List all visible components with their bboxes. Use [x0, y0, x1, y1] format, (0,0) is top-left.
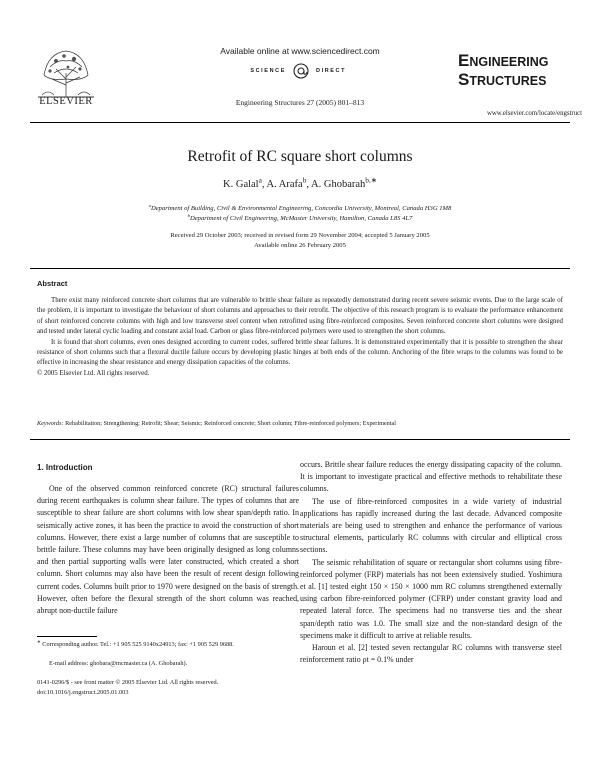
author-name: A. Arafa: [266, 179, 303, 190]
doi-line[interactable]: doi:10.1016/j.engstruct.2005.01.003: [37, 689, 129, 696]
footnote-rule: [37, 636, 97, 637]
publisher-name: ELSEVIER: [39, 96, 93, 107]
affiliation-a: $^a$Department of Building, Civil & Environmental Engineering, Concordia University, Montreal, Canada H3G 1M8: [148, 202, 452, 212]
right-column: [300, 459, 562, 666]
issn-line: 0141-0296/$ - see front matter © 2005 Elsevier Ltd. All rights reserved.: [37, 679, 219, 686]
sd-at-icon: [292, 63, 310, 79]
sd-right-word: DIRECT: [316, 68, 347, 74]
body-paragraph: Haroun et al. [2] tested seven rectangular RC columns with transverse steel reinforcement ratio ρt = 0.1% under: [300, 643, 562, 665]
section-heading: 1. Introduction: [37, 463, 93, 472]
received-dates: Received 29 October 2003; received in revised form 29 November 2004; accepted 5 January 2005: [170, 232, 430, 239]
abstract-paragraph: There exist many reinforced concrete short columns that are vulnerable to brittle shear failure as repeatedly demonstrated during recent severe seismic events. Due to the large scale of the problem, it is important to investigate the behaviour of short columns and approaches to their retrofit. The objective of this research program is to evaluate the performance enhancement of short reinforced concrete columns with high and low transverse steel content when retrofitted using fibre-reinforced composites. Seven reinforced concrete short columns were designed and tested under lateral cyclic loading and constant axial load. Carbon or glass fibre-reinforced polymers were used to strengthen the short columns.: [37, 297, 563, 336]
elsevier-tree-logo: [34, 45, 98, 99]
journal-url-link[interactable]: www.elsevier.com/locate/engstruct: [486, 110, 582, 117]
keywords-list: Rehabilitation; Strengthening; Retrofit; Shear; Seismic; Reinforced concrete; Short column; Fibre-reinforced polymers; Experimental: [65, 420, 396, 427]
abstract-paragraph: It is found that short columns, even ones designed according to current codes, suffered brittle shear failures. It is demonstrated experimentally that it is possible to strengthen the shear resistance of short columns such that a flexural ductile failure occurs by developing plastic hinges at both ends of the column. Anchoring of the fibre wraps to the columns was found to be effective in increasing the shear resistance and energy dissipation capacities of the columns.: [37, 338, 563, 367]
copyright-line: © 2005 Elsevier Ltd. All rights reserved.: [37, 369, 150, 377]
body-paragraph: occurs. Brittle shear failure reduces the energy dissipating capacity of the column. It is important to investigate practical and effective methods to rehabilitate these columns.: [300, 460, 562, 494]
keywords: [37, 420, 563, 427]
abstract-body: [37, 296, 563, 379]
keywords-label: Keywords:: [37, 420, 64, 427]
journal-title: ENGINEERING STRUCTURES: [458, 51, 549, 89]
footnote-email: E-mail address: ghobara@mcmaster.ca (A. Ghobarah).: [49, 660, 188, 667]
left-column: [37, 483, 299, 617]
abstract-heading: Abstract: [37, 279, 68, 288]
header-rule: [30, 122, 570, 123]
author-name: K. Galal: [223, 179, 259, 190]
body-paragraph: The use of fibre-reinforced composites in a wide variety of industrial applications has rapidly increased during the last decade. Advanced composite materials are being used to strengthen and enhance the performance of various structural elements, particularly RC columns with circular and elliptical cross sections.: [300, 496, 562, 555]
author-list: K. Galal$^a$, A. Arafa$^b$, A. Ghobarah$^{b,∗}$: [223, 175, 377, 190]
author-name: A. Ghobarah: [311, 179, 366, 190]
abstract-top-rule: [30, 268, 570, 269]
body-paragraph: One of the observed common reinforced concrete (RC) structural failures during recent earthquakes is column shear failure. The types of columns that are susceptible to shear failure are short columns with low shear span/depth ratio. In seismically active zones, it has been the practice to avoid the construction of short columns. However, there exist a large number of columns that are susceptible to brittle failure. These columns may have been originally designed as long columns and then partial supporting walls were later constructed, which created a short column. Short columns may also have been the result of recent design following current codes. Columns built prior to 1970 were designed on the basis of strength. However, often before the flexural strength of the short column was reached, abrupt non-ductile failure: [37, 484, 299, 616]
journal-reference: Engineering Structures 27 (2005) 801–813: [235, 98, 365, 107]
sd-left-word: SCIENCE: [250, 68, 286, 74]
article-title: Retrofit of RC square short columns: [187, 148, 413, 165]
footnote-corresponding: ∗ Corresponding author. Tel.: +1 905 525 9140x24913; fax: +1 905 529 9688.: [37, 638, 234, 648]
sciencedirect-logo: [218, 63, 388, 79]
affiliation-b: $^b$Department of Civil Engineering, McMaster University, Hamilton, Canada L8S 4L7: [187, 212, 413, 222]
available-online-date: Available online 26 February 2005: [254, 242, 346, 249]
body-paragraph: The seismic rehabilitation of square or rectangular short columns using fibre-reinforced polymer (FRP) materials has not been extensively studied. Yoshimura et al. [1] tested eight 150 × 150 × 1000 mm RC columns strengthened externally using carbon fibre-reinforced polymer (CFRP) under constant gravity load and repeated lateral force. The specimens had no transverse ties and the shear span/depth ratio was 1.0. The small size and the non-standard design of the specimens make it difficult to arrive at reliable results.: [300, 557, 562, 640]
available-online-text: Available online at www.sciencedirect.com: [220, 46, 380, 56]
abstract-bottom-rule: [30, 439, 570, 440]
